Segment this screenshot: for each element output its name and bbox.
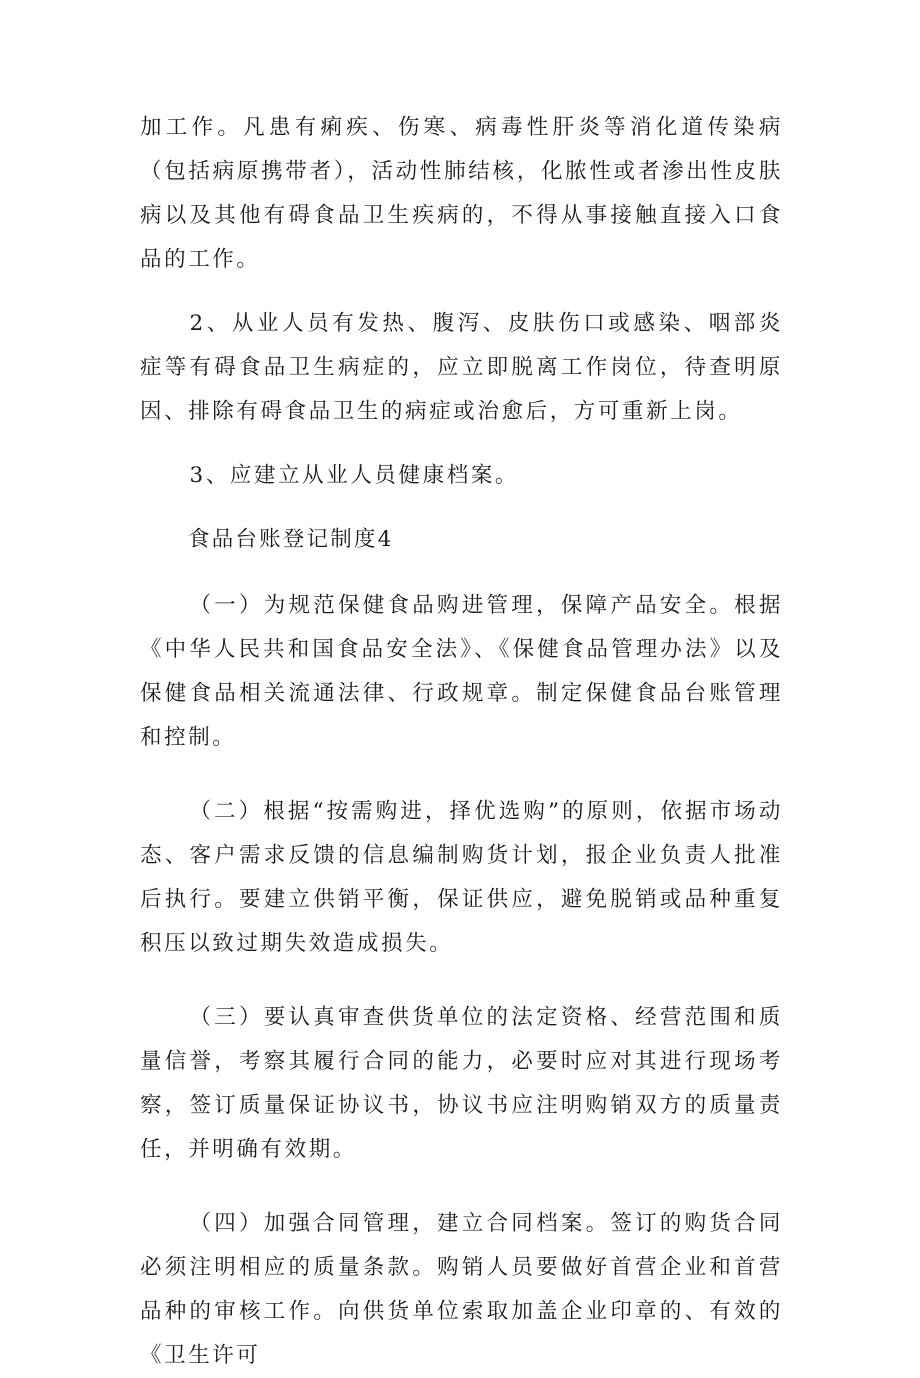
document-body [140,106,783,1378]
paragraph-item-3: 3、应建立从业人员健康档案。 [189,463,520,488]
paragraph-section-1: （一）为规范保健食品购进管理，保障产品安全。根据《中华人民共和国食品安全法》、《保健食品管理办法》以及保健食品相关流通法律、行政规章。制定保健食品台账管理和控制。 [140,593,783,750]
paragraph-continued: 加工作。凡患有痢疾、伤寒、病毒性肝炎等消化道传染病（包括病原携带者），活动性肺结核，化脓性或者渗出性皮肤病以及其他有碍食品卫生疾病的，不得从事接触直接入口食品的工作。 [140,115,783,272]
paragraph-section-2: （二）根据“按需购进，择优选购”的原则，依据市场动态、客户需求反馈的信息编制购货计划，报企业负责人批准后执行。要建立供销平衡，保证供应，避免脱销或品种重复积压以致过期失效造成损失。 [140,799,783,956]
paragraph-section-4: （四）加强合同管理，建立合同档案。签订的购货合同必须注明相应的质量条款。购销人员要做好首营企业和首营品种的审核工作。向供货单位索取加盖企业印章的、有效的《卫生许可 [140,1211,783,1368]
paragraph-section-3: （三）要认真审查供货单位的法定资格、经营范围和质量信誉，考察其履行合同的能力，必要时应对其进行现场考察，签订质量保证协议书，协议书应注明购销双方的质量责任，并明确有效期。 [140,1005,783,1162]
paragraph-item-2: 2、从业人员有发热、腹泻、皮肤伤口或感染、咽部炎症等有碍食品卫生病症的，应立即脱离工作岗位，待查明原因、排除有碍食品卫生的病症或治愈后，方可重新上岗。 [140,311,783,424]
section-heading: 食品台账登记制度4 [188,527,394,552]
